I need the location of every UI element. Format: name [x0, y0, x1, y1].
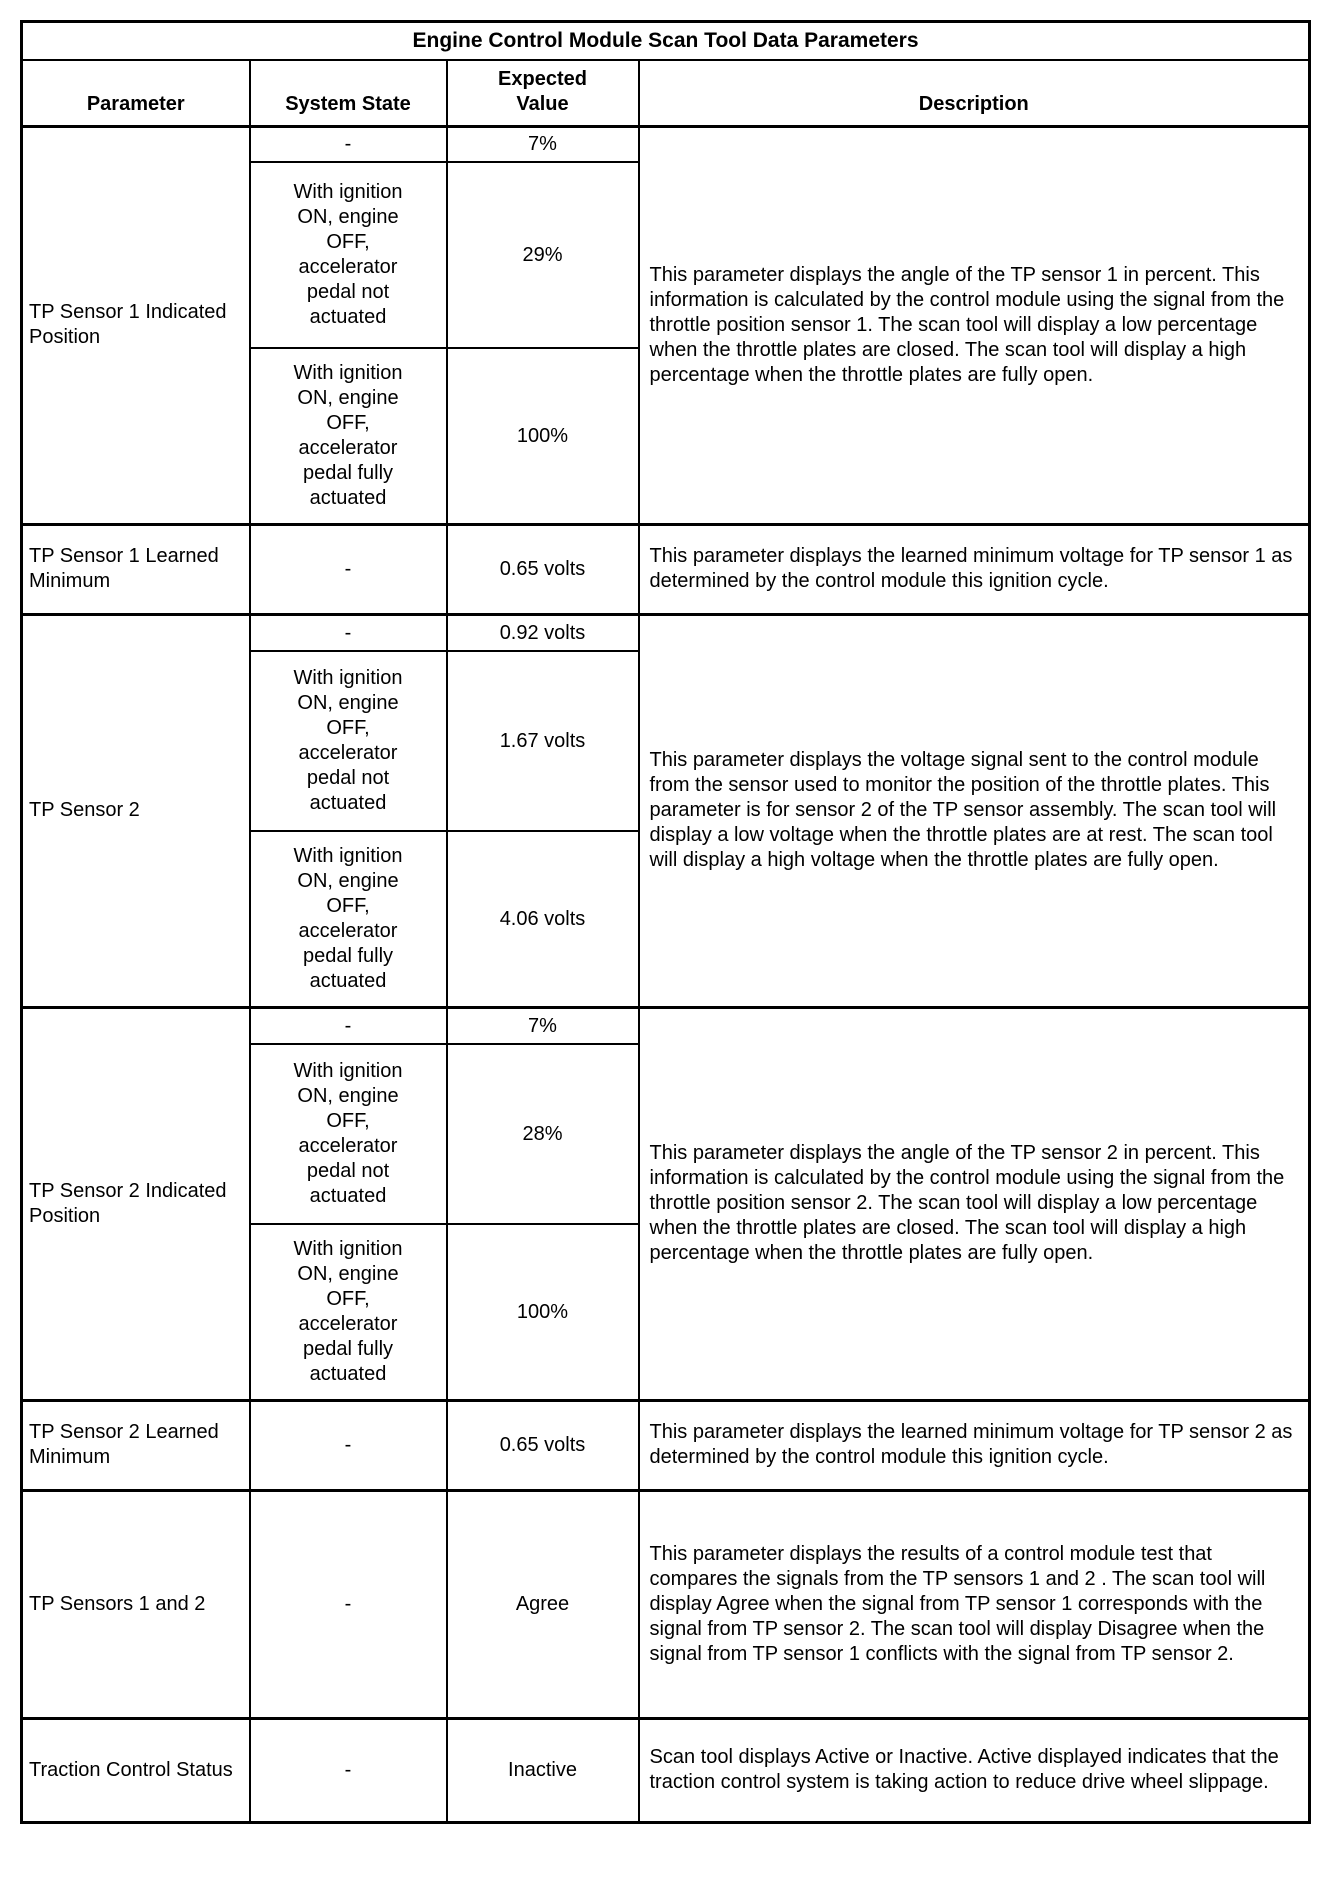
system-state-cell: - — [250, 126, 447, 162]
parameter-cell: TP Sensor 1 Learned Minimum — [22, 524, 250, 614]
expected-value-cell: 0.65 volts — [447, 1400, 639, 1490]
system-state-cell: With ignition ON, engine OFF, accelerator pedal not actuated — [250, 651, 447, 831]
table-row — [22, 1400, 1310, 1490]
table-row — [22, 614, 1310, 651]
col-header-expected-value — [447, 60, 639, 126]
parameter-cell: TP Sensor 2 — [22, 614, 250, 1007]
expected-value-cell: 100% — [447, 1224, 639, 1400]
system-state-cell: - — [250, 1400, 447, 1490]
expected-value-cell: Inactive — [447, 1718, 639, 1822]
system-state-cell: - — [250, 1490, 447, 1718]
expected-value-cell: Agree — [447, 1490, 639, 1718]
parameter-cell: TP Sensor 2 Learned Minimum — [22, 1400, 250, 1490]
expected-value-cell: 28% — [447, 1044, 639, 1224]
col-header-parameter: Parameter — [22, 60, 250, 126]
expected-value-cell: 4.06 volts — [447, 831, 639, 1007]
expected-value-cell: 100% — [447, 348, 639, 524]
table-row — [22, 1718, 1310, 1822]
system-state-cell: - — [250, 524, 447, 614]
parameter-cell: Traction Control Status — [22, 1718, 250, 1822]
col-header-description: Description — [639, 60, 1310, 126]
table-row — [22, 1007, 1310, 1044]
description-cell: This parameter displays the learned minimum voltage for TP sensor 1 as determined by the control module this ignition cycle. — [639, 524, 1310, 614]
table-title: Engine Control Module Scan Tool Data Parameters — [22, 22, 1310, 61]
col-header-expected-value-text: Expected Value — [498, 67, 587, 115]
col-header-system-state: System State — [250, 60, 447, 126]
table-row — [22, 126, 1310, 162]
description-cell: Scan tool displays Active or Inactive. Active displayed indicates that the traction control system is taking action to reduce drive wheel slippage. — [639, 1718, 1310, 1822]
expected-value-cell: 7% — [447, 126, 639, 162]
system-state-cell: With ignition ON, engine OFF, accelerator pedal fully actuated — [250, 1224, 447, 1400]
description-cell: This parameter displays the angle of the TP sensor 1 in percent. This information is calculated by the control module using the signal from the throttle position sensor 1. The scan tool will display a low percentage when the throttle plates are closed. The scan tool will display a high percentage when the throttle plates are fully open. — [639, 126, 1310, 524]
system-state-cell: - — [250, 1718, 447, 1822]
parameter-cell: TP Sensors 1 and 2 — [22, 1490, 250, 1718]
expected-value-cell: 7% — [447, 1007, 639, 1044]
system-state-cell: With ignition ON, engine OFF, accelerator pedal fully actuated — [250, 831, 447, 1007]
scan-tool-data-table — [20, 20, 1311, 1824]
expected-value-cell: 0.92 volts — [447, 614, 639, 651]
parameter-cell: TP Sensor 2 Indicated Position — [22, 1007, 250, 1400]
table-row — [22, 524, 1310, 614]
expected-value-cell: 1.67 volts — [447, 651, 639, 831]
parameter-cell: TP Sensor 1 Indicated Position — [22, 126, 250, 524]
expected-value-cell: 0.65 volts — [447, 524, 639, 614]
description-cell: This parameter displays the learned minimum voltage for TP sensor 2 as determined by the control module this ignition cycle. — [639, 1400, 1310, 1490]
table-row — [22, 1490, 1310, 1718]
system-state-cell: With ignition ON, engine OFF, accelerator pedal not actuated — [250, 1044, 447, 1224]
system-state-cell: - — [250, 1007, 447, 1044]
description-cell: This parameter displays the angle of the TP sensor 2 in percent. This information is calculated by the control module using the signal from the throttle position sensor 2. The scan tool will display a low percentage when the throttle plates are closed. The scan tool will display a high percentage when the throttle plates are fully open. — [639, 1007, 1310, 1400]
system-state-cell: With ignition ON, engine OFF, accelerator pedal fully actuated — [250, 348, 447, 524]
description-cell: This parameter displays the results of a control module test that compares the signals from the TP sensors 1 and 2 . The scan tool will display Agree when the signal from TP sensor 1 corresponds with the signal from TP sensor 2. The scan tool will display Disagree when the signal from TP sensor 1 conflicts with the signal from TP sensor 2. — [639, 1490, 1310, 1718]
description-cell: This parameter displays the voltage signal sent to the control module from the sensor used to monitor the position of the throttle plates. This parameter is for sensor 2 of the TP sensor assembly. The scan tool will display a low voltage when the throttle plates are at rest. The scan tool will display a high voltage when the throttle plates are fully open. — [639, 614, 1310, 1007]
system-state-cell: With ignition ON, engine OFF, accelerator pedal not actuated — [250, 162, 447, 348]
system-state-cell: - — [250, 614, 447, 651]
expected-value-cell: 29% — [447, 162, 639, 348]
